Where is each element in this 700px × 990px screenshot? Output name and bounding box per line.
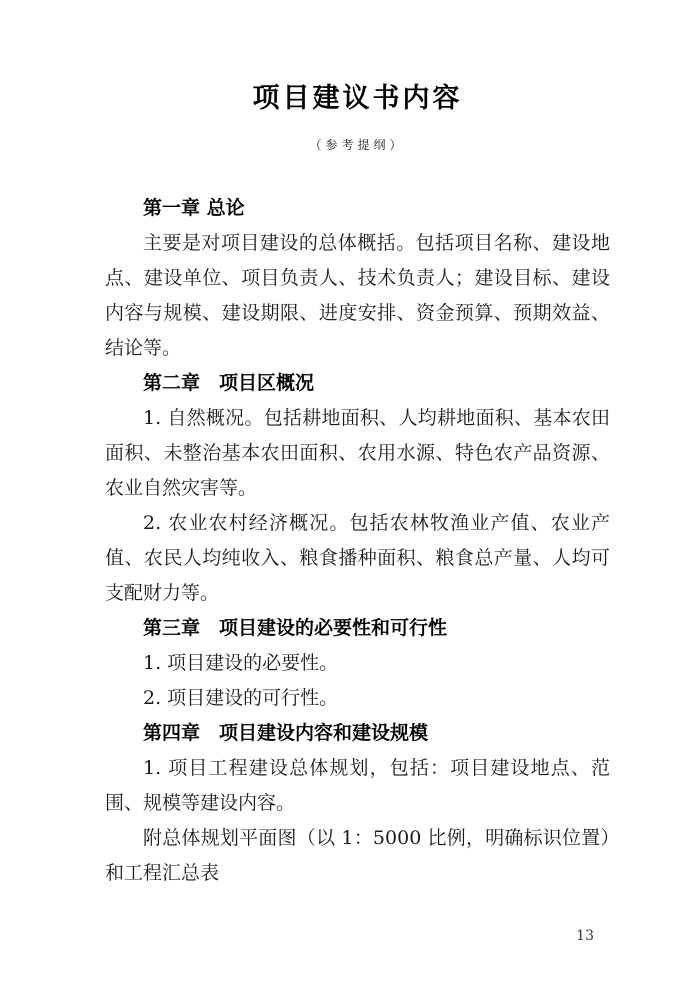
document-body — [105, 191, 610, 891]
body-paragraph: 附总体规划平面图（以 1：5000 比例，明确标识位置）和工程汇总表 — [105, 827, 610, 884]
chapter-heading-1: 第一章 总论 — [143, 197, 245, 219]
chapter-heading-4: 第四章 项目建设内容和建设规模 — [143, 722, 429, 744]
body-paragraph: 2. 项目建设的可行性。 — [143, 687, 339, 709]
body-paragraph: 1. 自然概况。包括耕地面积、人均耕地面积、基本农田面积、未整治基本农田面积、农用水源、特色农产品资源、农业自然灾害等。 — [105, 407, 610, 499]
document-subtitle: （参考提纲） — [309, 138, 406, 152]
chapter-heading-3: 第三章 项目建设的必要性和可行性 — [143, 617, 448, 639]
chapter-heading-2: 第二章 项目区概况 — [143, 372, 315, 394]
body-paragraph: 主要是对项目建设的总体概括。包括项目名称、建设地点、建设单位、项目负责人、技术负责人；建设目标、建设内容与规模、建设期限、进度安排、资金预算、预期效益、结论等。 — [105, 232, 610, 359]
body-paragraph: 1. 项目工程建设总体规划，包括：项目建设地点、范围、规模等建设内容。 — [105, 757, 610, 814]
page-number: 13 — [576, 928, 594, 944]
body-paragraph: 1. 项目建设的必要性。 — [143, 652, 339, 674]
body-paragraph: 2. 农业农村经济概况。包括农林牧渔业产值、农业产值、农民人均纯收入、粮食播种面积、粮食总产量、人均可支配财力等。 — [105, 512, 610, 604]
document-title: 项目建议书内容 — [252, 83, 463, 114]
